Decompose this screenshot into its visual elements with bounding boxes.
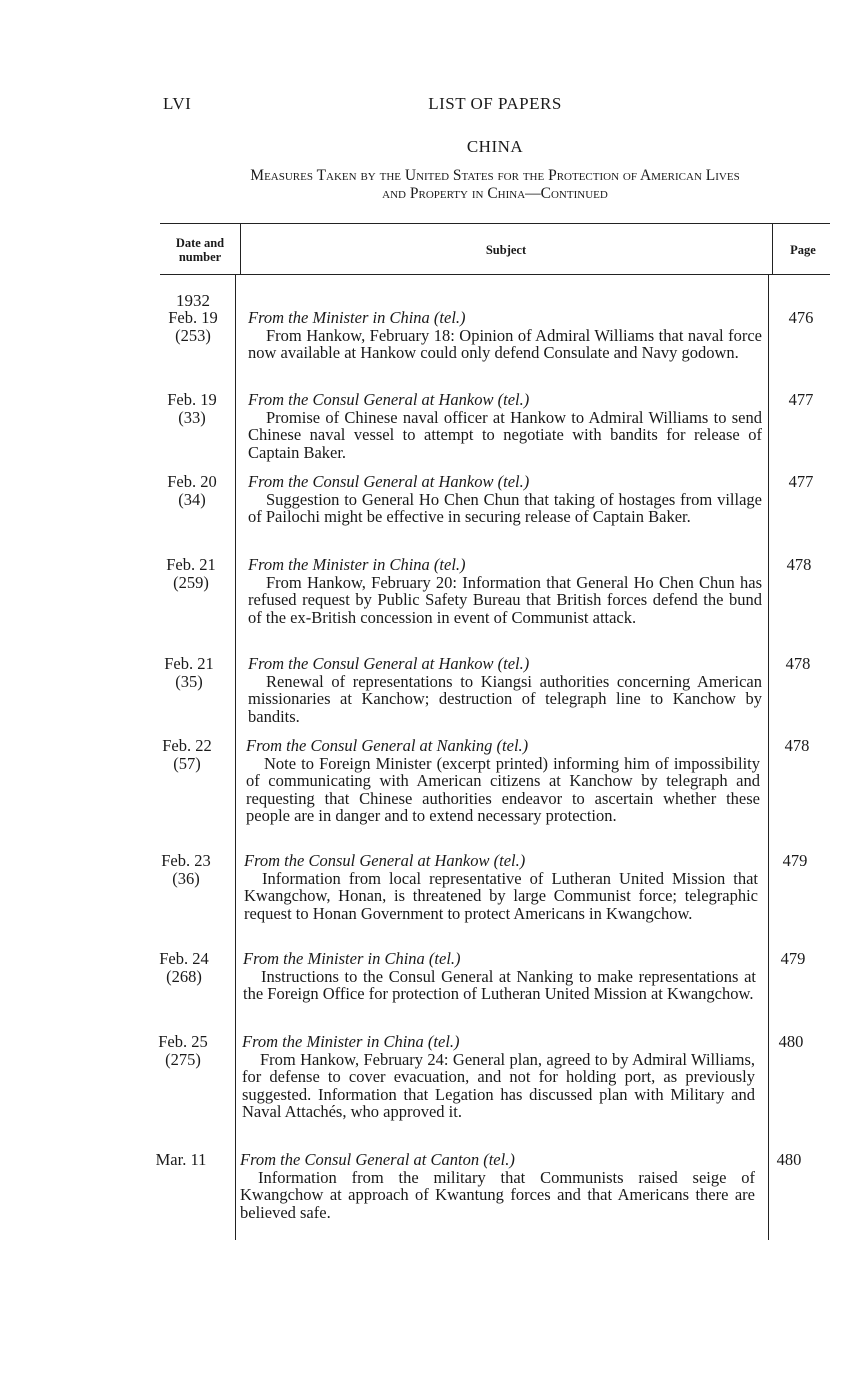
entry-date: Mar. 11 [155,1150,207,1169]
entry-date: Feb. 21 [164,654,214,673]
entry-number: (275) [165,1049,201,1069]
table-header-rule [160,274,830,275]
entry-date: Feb. 19 [167,390,217,409]
entry-source: From the Minister in China (tel.) [248,308,466,327]
entry-page: 478 [785,654,811,673]
entry-page: 480 [778,1032,804,1051]
entry-date-cell [147,473,237,508]
entry-source: From the Minister in China (tel.) [243,949,461,968]
column-divider-right [768,275,769,1240]
entry-date-cell [142,737,232,772]
entry-date-cell [138,1033,228,1068]
entry-date: Feb. 20 [167,472,217,491]
year-label: 1932 [176,291,210,310]
entry-number: (253) [175,325,211,345]
entry-source: From the Consul General at Hankow (tel.) [248,472,530,491]
entry-page: 478 [784,736,810,755]
entry-subject-cell [248,473,762,526]
entry-number: (34) [178,489,206,509]
entry-source: From the Consul General at Nanking (tel.) [246,736,529,755]
subsection-title-line-1: Measures Taken by the United States for the Protection of American Lives [250,167,740,184]
entry-subject-cell [244,852,758,922]
entry-number: (36) [172,868,200,888]
entry-subject-cell [248,556,762,626]
entry-date-cell [148,309,238,344]
entry-summary: Information from the military that Communists raised seige of Kwangchow at approach of Kwantung forces and that Americans there are believed safe. [240,1167,755,1222]
entry-summary: Note to Foreign Minister (excerpt printed) informing him of impossibility of communicating with American citizens at Kanchow by telegraph and requesting that Chinese authorities endeavor to ascertain whether these people are in danger and to extend necessary protection. [246,753,760,825]
entry-page: 479 [782,851,808,870]
entry-date: Feb. 19 [168,308,218,327]
entry-page: 480 [776,1150,802,1169]
running-title: LIST OF PAPERS [428,94,562,113]
entry-summary: Information from local representative of Lutheran United Mission that Kwangchow, Honan, is threatened by large Communist force; telegraphic request to Honan Government to protect Americans in Kwangchow. [244,868,758,923]
entry-subject-cell [243,950,756,1003]
entry-subject-cell [248,391,762,461]
entry-summary: Renewal of representations to Kiangsi authorities concerning American missionaries at Kanchow; destruction of telegraph line to Kanchow by bandits. [248,671,762,726]
entry-subject-cell [248,309,762,362]
entry-page: 476 [788,308,814,327]
entry-source: From the Minister in China (tel.) [242,1032,460,1051]
entry-summary: From Hankow, February 18: Opinion of Admiral Williams that naval force now available at Hankow could only defend Consulate and Navy godown. [248,325,762,362]
entry-date: Feb. 22 [162,736,212,755]
entry-date: Feb. 21 [166,555,216,574]
entry-date: Feb. 24 [159,949,209,968]
entry-page: 479 [780,949,806,968]
entry-number: (268) [166,966,202,986]
entry-summary: Instructions to the Consul General at Nanking to make representations at the Foreign Office for protection of Lutheran United Mission at Kwangchow. [243,966,756,1003]
entry-summary: From Hankow, February 20: Information that General Ho Chen Chun has refused request by Public Safety Bureau that British forces defend the bund of the ex-British concession in event of Communist attack. [248,572,762,627]
entry-subject-cell [240,1151,755,1221]
entry-number: (33) [178,407,206,427]
entry-source: From the Consul General at Hankow (tel.) [248,390,530,409]
entry-source: From the Consul General at Canton (tel.) [240,1150,515,1169]
subsection-title [160,167,830,203]
entry-source: From the Minister in China (tel.) [248,555,466,574]
entry-subject-cell [242,1033,755,1121]
table-top-rule [160,223,830,224]
page-number: LVI [163,94,192,113]
entry-number: (35) [175,671,203,691]
entry-source: From the Consul General at Hankow (tel.) [248,654,530,673]
section-title: CHINA [466,137,524,156]
entry-summary: From Hankow, February 24: General plan, agreed to by Admiral Williams, for defense to cover evacuation, and not for holding port, as previously suggested. Information that Legation has discussed plan with Military and Naval Attachés, who approved it. [242,1049,755,1121]
entry-number: (259) [173,572,209,592]
subsection-title-line-2: and Property in China—Continued [382,185,608,202]
entry-date-cell [139,950,229,985]
entry-date-cell [144,655,234,690]
entry-date-cell [141,852,231,887]
entry-page: 478 [786,555,812,574]
column-header-subject: Subject [485,243,527,257]
entry-subject-cell [248,655,762,725]
entry-page: 477 [788,472,814,491]
entry-summary: Promise of Chinese naval officer at Hankow to Admiral Williams to send Chinese naval vessel to attempt to negotiate with bandits for release of Captain Baker. [248,407,762,462]
entry-date-cell [146,556,236,591]
entry-date-cell [136,1151,226,1169]
entry-subject-cell [246,737,760,825]
column-header-page: Page [790,243,816,257]
entry-date-cell [147,391,237,426]
column-header-date: Date and number [175,236,225,264]
entry-source: From the Consul General at Hankow (tel.) [244,851,526,870]
entry-summary: Suggestion to General Ho Chen Chun that taking of hostages from village of Pailochi might be effective in securing release of Captain Baker. [248,489,762,526]
entry-number: (57) [173,753,201,773]
entry-date: Feb. 23 [161,851,211,870]
entry-date: Feb. 25 [158,1032,208,1051]
entry-page: 477 [788,390,814,409]
